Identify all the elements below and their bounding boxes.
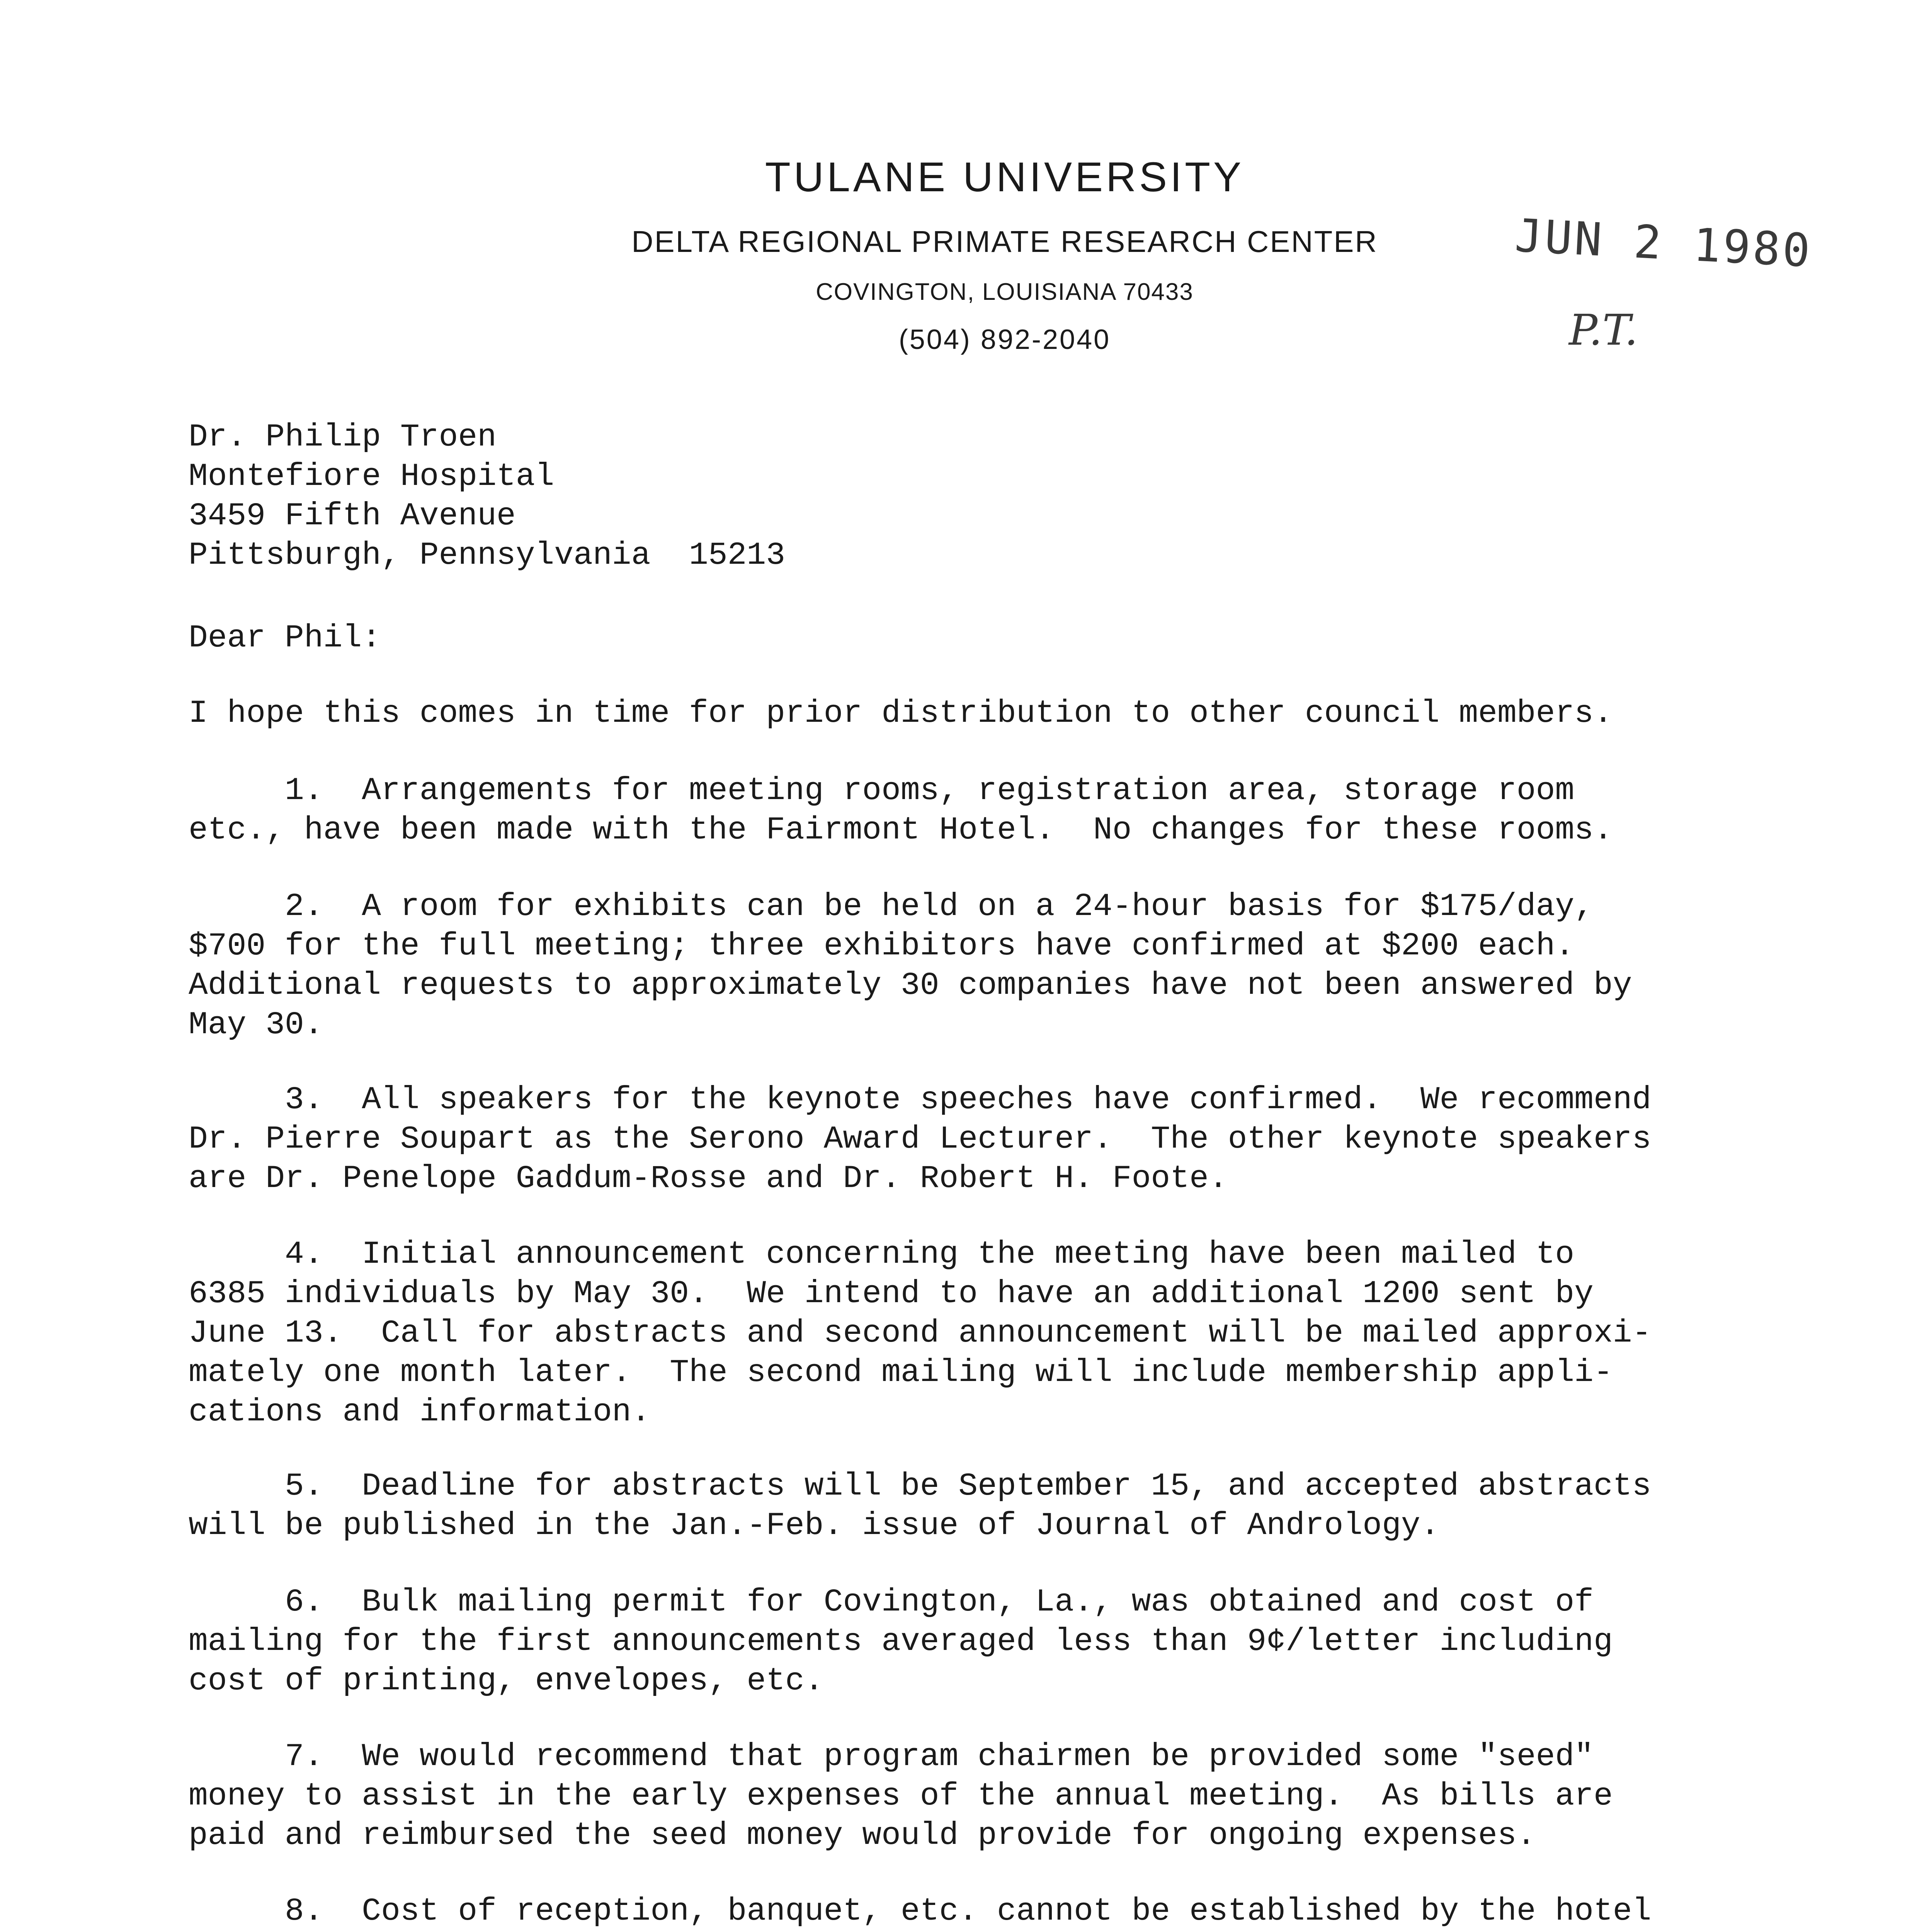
letterhead-address: COVINGTON, LOUISIANA 70433 [816, 279, 1194, 305]
recipient-name: Dr. Philip Troen [189, 419, 497, 455]
numbered-paragraph: 8. Cost of reception, banquet, etc. cannot be established by the hotel [285, 1893, 1652, 1929]
numbered-paragraph: 5. Deadline for abstracts will be September 15, and accepted abstracts will be published in the Jan.-Feb. issue of Journal of Andrology. [189, 1468, 1652, 1544]
letterhead-university: TULANE UNIVERSITY [765, 153, 1245, 200]
numbered-paragraph: 6. Bulk mailing permit for Covington, La., was obtained and cost of mailing for the first announcements averaged less than 9¢/letter including cost of printing, envelopes, etc. [189, 1584, 1613, 1699]
numbered-paragraph: 4. Initial announcement concerning the meeting have been mailed to 6385 individuals by May 30. We intend to have an additional 1200 sent by June 13. Call for abstracts and second announcement will be mailed approxi- mately one month later. The second mailing will include membership appli- cations and information. [189, 1236, 1652, 1430]
numbered-paragraph: 7. We would recommend that program chairmen be provided some "seed" money to assist in the early expenses of the annual meeting. As bills are paid and reimbursed the seed money would provide for ongoing expenses. [189, 1738, 1613, 1854]
received-date-stamp: JUN 2 1980 [1513, 208, 1814, 278]
numbered-paragraph: 3. All speakers for the keynote speeches have confirmed. We recommend Dr. Pierre Soupart as the Serono Award Lecturer. The other keynote speakers are Dr. Penelope Gaddum-Rosse and Dr. Robert H. Foote. [189, 1082, 1652, 1197]
letterhead-center: DELTA REGIONAL PRIMATE RESEARCH CENTER [631, 224, 1378, 259]
salutation: Dear Phil: [189, 620, 381, 656]
numbered-paragraph: 2. A room for exhibits can be held on a 24-hour basis for $175/day, $700 for the full meeting; three exhibitors have confirmed at $200 each. Additional requests to approximately 30 companies have not been answered by May 30. [189, 888, 1632, 1043]
recipient-address [189, 417, 1665, 575]
recipient-organization: Montefiore Hospital [189, 458, 555, 495]
received-initials: P.T. [1569, 305, 1638, 355]
recipient-city: Pittsburgh, Pennsylvania 15213 [189, 537, 786, 573]
intro-paragraph: I hope this comes in time for prior distribution to other council members. [189, 695, 1613, 731]
letterhead-phone: (504) 892-2040 [898, 324, 1111, 355]
recipient-street: 3459 Fifth Avenue [189, 498, 516, 534]
numbered-paragraph: 1. Arrangements for meeting rooms, registration area, storage room etc., have been made with the Fairmont Hotel. No changes for these rooms. [189, 772, 1613, 848]
